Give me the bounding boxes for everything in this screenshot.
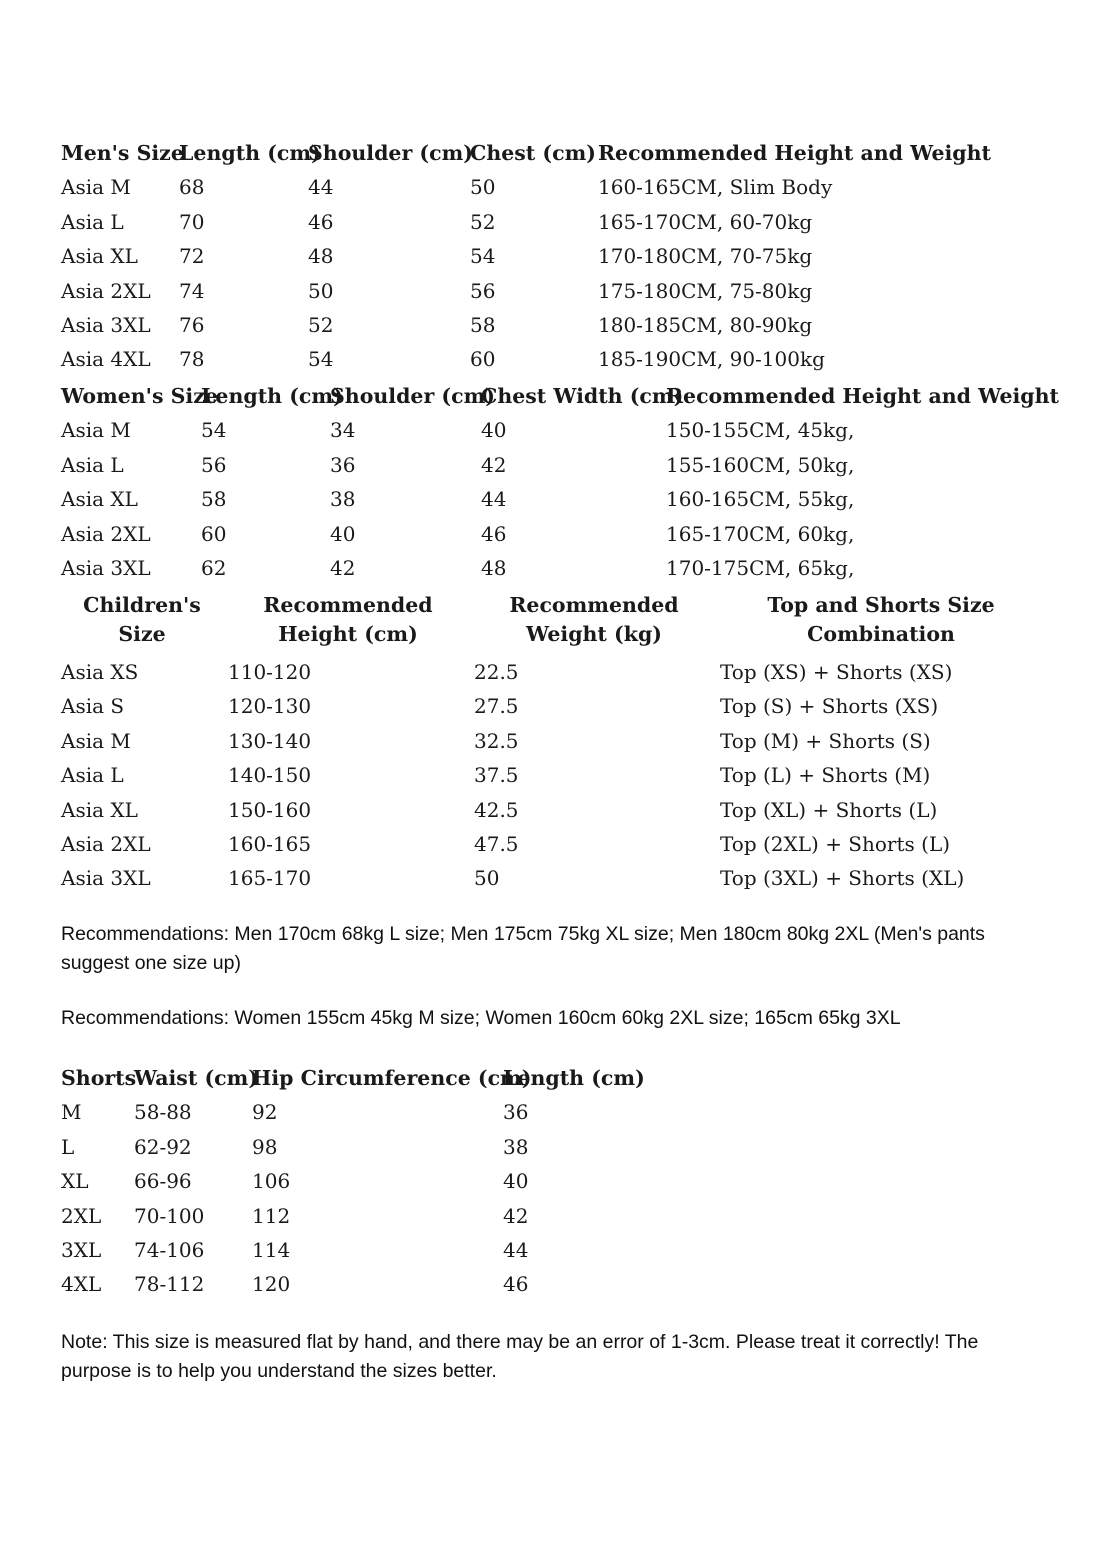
table-cell: Top (XL) + Shorts (L) xyxy=(720,797,938,822)
table-cell: 78-112 xyxy=(134,1272,205,1297)
header-cell: Chest (cm) xyxy=(470,141,596,165)
table-cell: Top (3XL) + Shorts (XL) xyxy=(720,866,965,891)
table-cell: 66-96 xyxy=(134,1169,192,1194)
header-cell: Chest Width (cm) xyxy=(481,384,684,408)
table-cell: 56 xyxy=(470,278,496,303)
table-cell: 42 xyxy=(481,452,507,477)
table-cell: 98 xyxy=(252,1134,278,1159)
table-cell: 68 xyxy=(179,175,205,200)
table-cell: 62-92 xyxy=(134,1134,192,1159)
table-cell: 34 xyxy=(330,418,356,443)
table-cell: 175-180CM, 75-80kg xyxy=(598,278,813,303)
table-cell: Top (2XL) + Shorts (L) xyxy=(720,831,951,856)
table-cell: 58 xyxy=(470,312,496,337)
table-cell: 50 xyxy=(474,866,500,891)
table-cell: 44 xyxy=(308,175,334,200)
table-cell: 185-190CM, 90-100kg xyxy=(598,347,825,372)
table-cell: Asia 4XL xyxy=(61,347,151,372)
table-cell: Asia 3XL xyxy=(61,312,151,337)
table-cell: Top (XS) + Shorts (XS) xyxy=(720,660,953,684)
table-cell: Asia 3XL xyxy=(61,866,151,891)
table-cell: 60 xyxy=(201,521,227,546)
table-cell: 62 xyxy=(201,555,227,580)
table-cell: 180-185CM, 80-90kg xyxy=(598,312,813,337)
table-cell: 42 xyxy=(330,555,356,580)
table-cell: 160-165CM, 55kg, xyxy=(666,487,855,512)
header-cell: Shoulder (cm) xyxy=(330,384,495,408)
table-cell: 38 xyxy=(330,487,356,512)
header-cell: Top and Shorts Size Combination xyxy=(767,593,995,646)
table-cell: 52 xyxy=(308,312,334,337)
table-cell: Asia XL xyxy=(61,244,138,269)
table-cell: 37.5 xyxy=(474,763,519,788)
header-cell: Recommended Height and Weight xyxy=(598,141,992,165)
table-cell: 70 xyxy=(179,209,205,234)
table-cell: 112 xyxy=(252,1203,291,1228)
table-cell: 46 xyxy=(503,1272,529,1297)
table-cell: 46 xyxy=(481,521,507,546)
table-cell: 150-155CM, 45kg, xyxy=(666,418,855,443)
table-cell: 120-130 xyxy=(228,694,312,719)
table-cell: 36 xyxy=(330,452,356,477)
table-cell: 150-160 xyxy=(228,797,312,822)
header-cell: Shoulder (cm) xyxy=(308,141,473,165)
header-cell: Hip Circumference (cm) xyxy=(252,1066,532,1090)
table-cell: 36 xyxy=(503,1100,529,1125)
header-cell: Length (cm) xyxy=(201,384,343,408)
table-cell: Asia XL xyxy=(61,797,138,822)
table-cell: 50 xyxy=(470,175,496,200)
table-cell: Asia M xyxy=(61,175,131,200)
header-cell: Men's Size xyxy=(61,141,184,165)
header-cell: Recommended Height (cm) xyxy=(263,593,433,646)
table-cell: 54 xyxy=(308,347,334,372)
table-cell: XL xyxy=(61,1169,89,1194)
table-cell: Asia M xyxy=(61,418,131,443)
table-cell: 44 xyxy=(481,487,507,512)
table-cell: 58 xyxy=(201,487,227,512)
table-cell: 42.5 xyxy=(474,797,519,822)
table-cell: 50 xyxy=(308,278,334,303)
table-cell: Asia XL xyxy=(61,487,138,512)
table-cell: 60 xyxy=(470,347,496,372)
table-cell: Asia 2XL xyxy=(61,831,151,856)
table-cell: 120 xyxy=(252,1272,291,1297)
womens-recommendation: Recommendations: Women 155cm 45kg M size; Women 160cm 60kg 2XL size; 165cm 65kg 3XL xyxy=(61,1007,901,1029)
table-cell: Top (L) + Shorts (M) xyxy=(720,763,931,788)
table-cell: Asia L xyxy=(61,452,124,477)
table-cell: 106 xyxy=(252,1169,291,1194)
table-cell: 165-170 xyxy=(228,866,312,891)
table-cell: 47.5 xyxy=(474,831,519,856)
table-cell: 40 xyxy=(330,521,356,546)
table-cell: 4XL xyxy=(61,1272,102,1297)
table-cell: 78 xyxy=(179,347,205,372)
table-cell: 40 xyxy=(481,418,507,443)
header-cell: Recommended Weight (kg) xyxy=(509,593,679,646)
table-cell: 72 xyxy=(179,244,205,269)
table-cell: 48 xyxy=(308,244,334,269)
table-cell: 165-170CM, 60-70kg xyxy=(598,209,813,234)
table-cell: Asia 2XL xyxy=(61,521,151,546)
table-cell: 48 xyxy=(481,555,507,580)
table-cell: L xyxy=(61,1134,75,1159)
table-cell: Asia 2XL xyxy=(61,278,151,303)
table-cell: 70-100 xyxy=(134,1203,205,1228)
table-cell: 92 xyxy=(252,1100,278,1125)
table-cell: 54 xyxy=(201,418,227,443)
table-cell: 52 xyxy=(470,209,496,234)
header-cell: Shorts xyxy=(61,1066,137,1090)
header-cell: Recommended Height and Weight xyxy=(666,384,1060,408)
table-cell: 155-160CM, 50kg, xyxy=(666,452,855,477)
table-cell: Asia 3XL xyxy=(61,555,151,580)
table-cell: 3XL xyxy=(61,1237,102,1262)
table-cell: Asia XS xyxy=(61,660,139,684)
table-cell: 44 xyxy=(503,1237,529,1262)
table-cell: 38 xyxy=(503,1134,529,1159)
table-cell: Top (S) + Shorts (XS) xyxy=(720,694,939,719)
header-cell: Women's Size xyxy=(61,384,218,408)
table-cell: 76 xyxy=(179,312,205,337)
table-cell: 22.5 xyxy=(474,660,519,684)
table-cell: 58-88 xyxy=(134,1100,192,1125)
table-cell: 165-170CM, 60kg, xyxy=(666,521,855,546)
table-cell: Asia M xyxy=(61,728,131,753)
measurement-note: Note: This size is measured flat by hand, and there may be an error of 1-3cm. Please treat it correctly! The purpose is to help you understand the sizes better. xyxy=(61,1331,979,1382)
table-cell: 54 xyxy=(470,244,496,269)
table-cell: 46 xyxy=(308,209,334,234)
mens-recommendation: Recommendations: Men 170cm 68kg L size; Men 175cm 75kg XL size; Men 180cm 80kg 2XL (Men's pants suggest one size up) xyxy=(61,923,985,974)
table-cell: 27.5 xyxy=(474,694,519,719)
table-cell: 74-106 xyxy=(134,1237,205,1262)
table-cell: Asia L xyxy=(61,763,124,788)
table-cell: 170-175CM, 65kg, xyxy=(666,555,855,580)
table-cell: 140-150 xyxy=(228,763,312,788)
header-cell: Children's Size xyxy=(83,593,201,646)
table-cell: 42 xyxy=(503,1203,529,1228)
table-cell: 32.5 xyxy=(474,728,519,753)
table-cell: 2XL xyxy=(61,1203,102,1228)
table-cell: 130-140 xyxy=(228,728,312,753)
table-cell: 110-120 xyxy=(228,660,312,684)
header-cell: Length (cm) xyxy=(503,1066,645,1090)
table-cell: 56 xyxy=(201,452,227,477)
table-cell: Asia L xyxy=(61,209,124,234)
table-cell: Top (M) + Shorts (S) xyxy=(720,728,931,753)
table-cell: 160-165CM, Slim Body xyxy=(598,175,833,200)
table-cell: 74 xyxy=(179,278,205,303)
table-cell: M xyxy=(61,1100,82,1125)
header-cell: Length (cm) xyxy=(179,141,321,165)
table-cell: 170-180CM, 70-75kg xyxy=(598,244,813,269)
table-cell: Asia S xyxy=(61,694,125,719)
header-cell: Waist (cm) xyxy=(134,1066,259,1090)
table-cell: 40 xyxy=(503,1169,529,1194)
table-cell: 160-165 xyxy=(228,831,312,856)
table-cell: 114 xyxy=(252,1237,291,1262)
